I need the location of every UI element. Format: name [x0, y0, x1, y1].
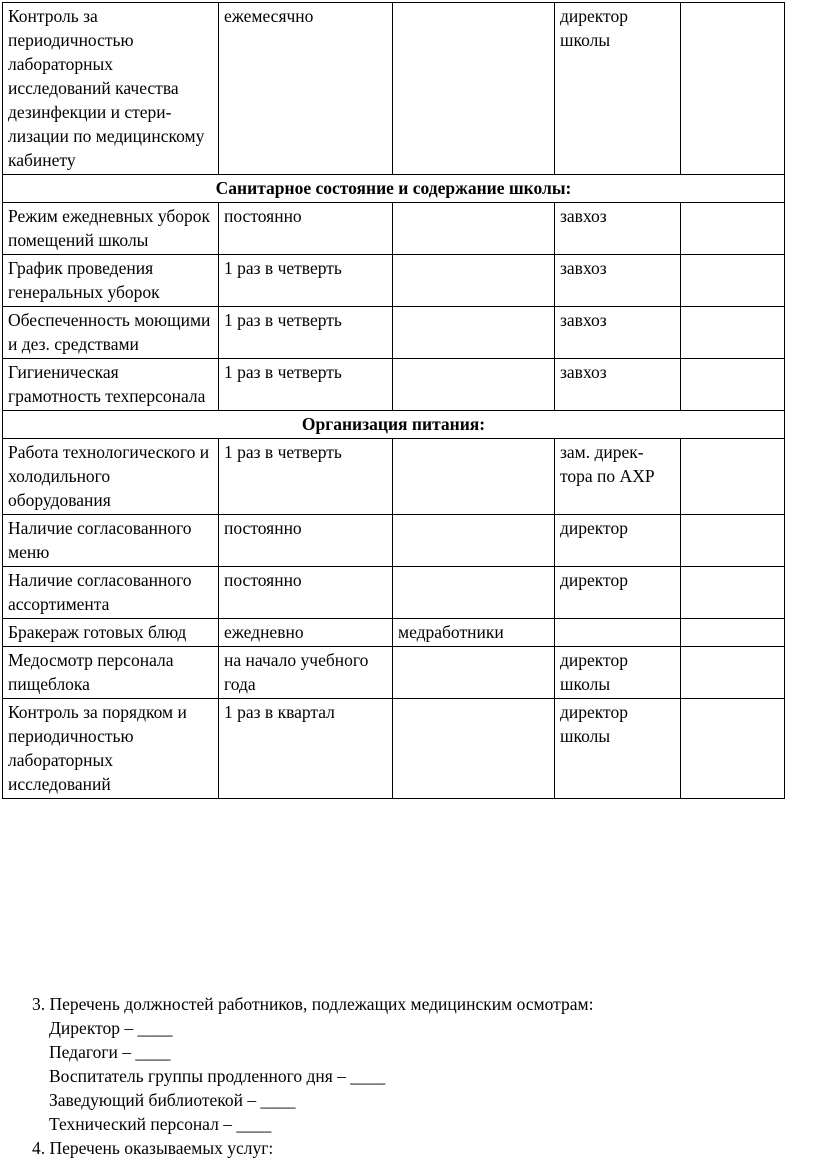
item-3-heading: 3. Перечень должностей работников, подлежащих медицинским осмотрам: — [32, 994, 594, 1014]
activity-cell: Медосмотр персонала пищеблока — [3, 647, 219, 699]
position-item: Технический персонал – ____ — [49, 1114, 272, 1134]
responsible-cell — [393, 515, 555, 567]
table-row — [3, 619, 785, 647]
table-row — [3, 359, 785, 411]
position-item: Воспитатель группы продленного дня – ____ — [49, 1066, 386, 1086]
controller-cell: директор школы — [555, 647, 681, 699]
controller-cell: директор школы — [555, 699, 681, 799]
table-row — [3, 647, 785, 699]
frequency-cell: постоянно — [219, 515, 393, 567]
notes-cell — [681, 255, 785, 307]
frequency-cell: 1 раз в четверть — [219, 255, 393, 307]
table-row — [3, 515, 785, 567]
section-title: Организация питания: — [3, 411, 785, 439]
activity-cell: Наличие согласованного меню — [3, 515, 219, 567]
notes-cell — [681, 203, 785, 255]
activity-cell: Работа технологического и холодильного оборудования — [3, 439, 219, 515]
position-item: Директор – ____ — [49, 1018, 173, 1038]
after-table-list — [32, 992, 792, 1160]
section-row — [3, 175, 785, 203]
activity-cell: График проведения генеральных уборок — [3, 255, 219, 307]
schedule-table — [2, 2, 785, 799]
controller-cell: завхоз — [555, 307, 681, 359]
controller-cell: директор школы — [555, 3, 681, 175]
activity-cell: Наличие согласованного ассортимента — [3, 567, 219, 619]
frequency-cell: 1 раз в четверть — [219, 439, 393, 515]
item-4-heading: 4. Перечень оказываемых услуг: — [32, 1138, 274, 1158]
activity-cell: Контроль за порядком и периодичностью лабораторных исследований — [3, 699, 219, 799]
notes-cell — [681, 699, 785, 799]
controller-cell: завхоз — [555, 359, 681, 411]
controller-cell: директор — [555, 515, 681, 567]
activity-cell: Гигиеническая грамотность техперсонала — [3, 359, 219, 411]
table-row — [3, 203, 785, 255]
frequency-cell: 1 раз в четверть — [219, 359, 393, 411]
notes-cell — [681, 307, 785, 359]
activity-cell: Контроль за периодичностью лабораторных исследований качества дезинфекции и стери-лизации по медицинскому кабинету — [3, 3, 219, 175]
controller-cell: завхоз — [555, 203, 681, 255]
table-row — [3, 567, 785, 619]
table-row — [3, 255, 785, 307]
frequency-cell: 1 раз в квартал — [219, 699, 393, 799]
notes-cell — [681, 647, 785, 699]
responsible-cell — [393, 203, 555, 255]
responsible-cell — [393, 699, 555, 799]
controller-cell: директор — [555, 567, 681, 619]
position-item: Заведующий библиотекой – ____ — [49, 1090, 296, 1110]
notes-cell — [681, 619, 785, 647]
table-row — [3, 3, 785, 175]
responsible-cell: медработники — [393, 619, 555, 647]
section-row — [3, 411, 785, 439]
frequency-cell: ежедневно — [219, 619, 393, 647]
frequency-cell: на начало учебного года — [219, 647, 393, 699]
notes-cell — [681, 515, 785, 567]
frequency-cell: ежемесячно — [219, 3, 393, 175]
frequency-cell: постоянно — [219, 567, 393, 619]
responsible-cell — [393, 3, 555, 175]
responsible-cell — [393, 567, 555, 619]
notes-cell — [681, 3, 785, 175]
responsible-cell — [393, 307, 555, 359]
table-row — [3, 439, 785, 515]
responsible-cell — [393, 647, 555, 699]
notes-cell — [681, 439, 785, 515]
controller-cell: зам. дирек-тора по АХР — [555, 439, 681, 515]
frequency-cell: 1 раз в четверть — [219, 307, 393, 359]
activity-cell: Бракераж готовых блюд — [3, 619, 219, 647]
responsible-cell — [393, 255, 555, 307]
responsible-cell — [393, 439, 555, 515]
table-row — [3, 307, 785, 359]
controller-cell: завхоз — [555, 255, 681, 307]
section-title: Санитарное состояние и содержание школы: — [3, 175, 785, 203]
controller-cell — [555, 619, 681, 647]
notes-cell — [681, 567, 785, 619]
position-item: Педагоги – ____ — [49, 1042, 171, 1062]
activity-cell: Режим ежедневных уборок помещений школы — [3, 203, 219, 255]
activity-cell: Обеспеченность моющими и дез. средствами — [3, 307, 219, 359]
frequency-cell: постоянно — [219, 203, 393, 255]
notes-cell — [681, 359, 785, 411]
responsible-cell — [393, 359, 555, 411]
table-row — [3, 699, 785, 799]
